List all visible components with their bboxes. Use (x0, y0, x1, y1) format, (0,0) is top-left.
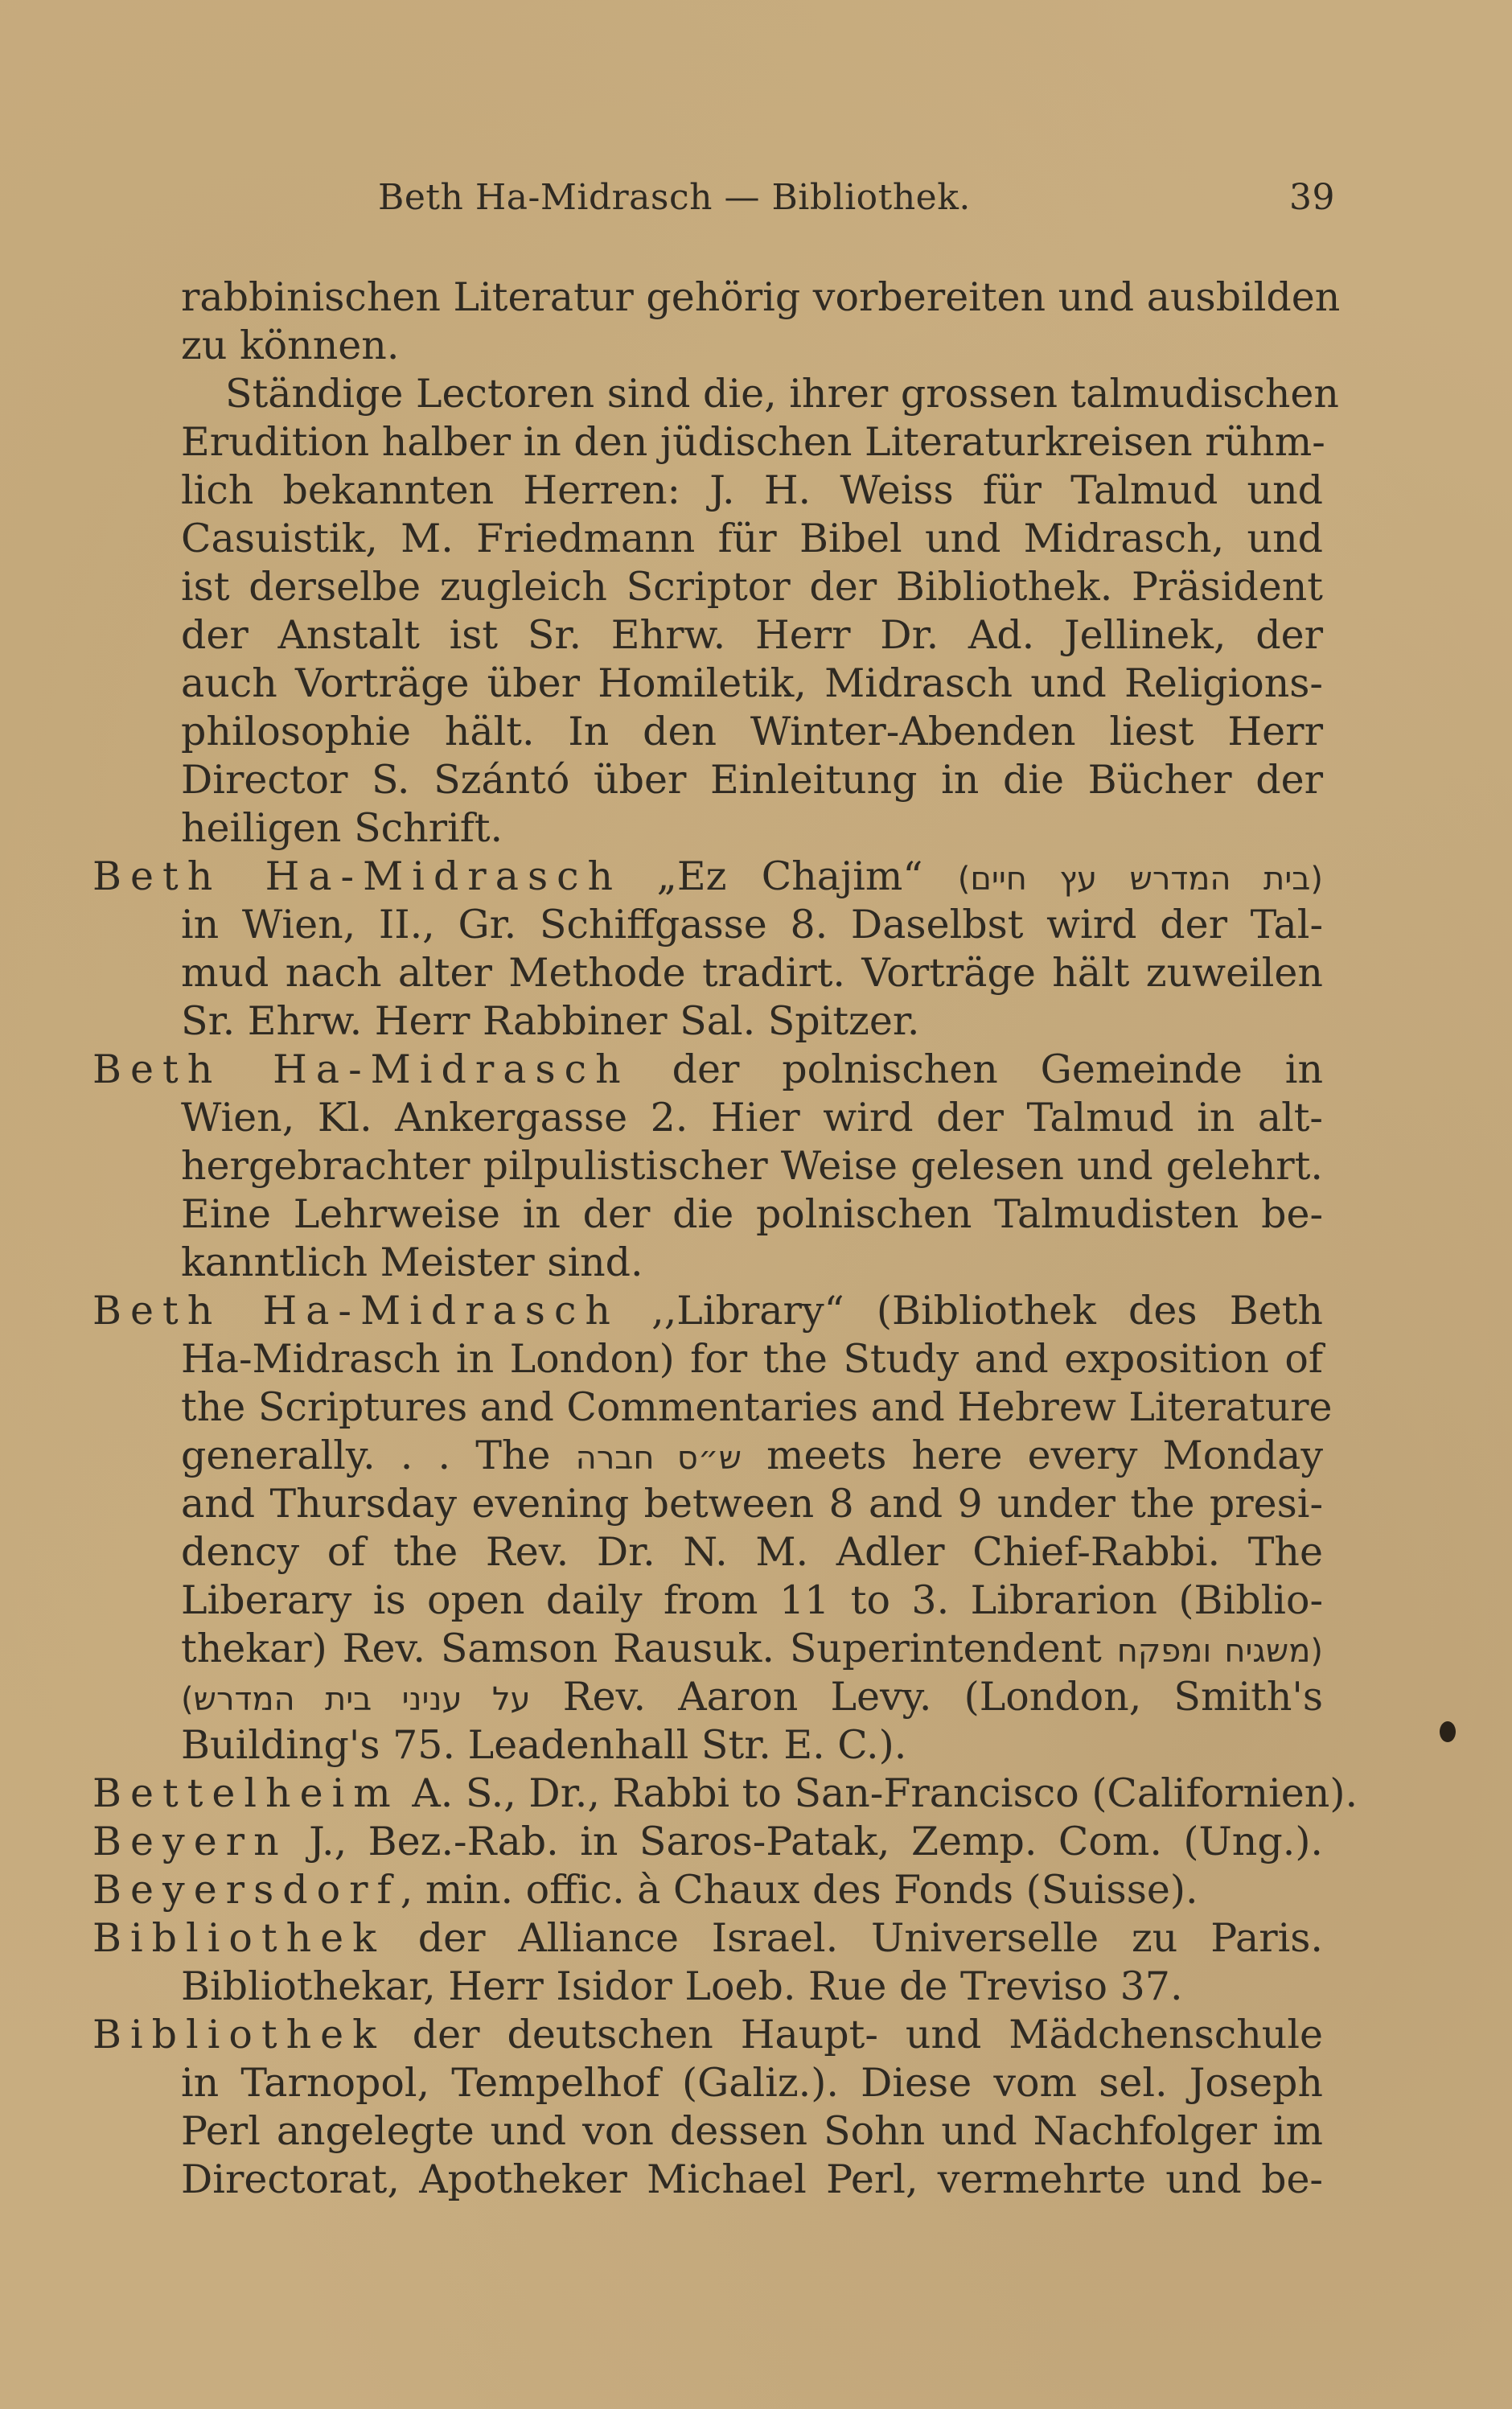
entry-line: Bibliothek der Alliance Israel. Universelle zu Paris. (92, 1915, 1324, 1961)
text-line: thekar) Rev. Samson Rausuk. Superintendent (משגיח ומפקח (181, 1626, 1324, 1671)
text-line: Building's 75. Leadenhall Str. E. C.). (181, 1722, 907, 1768)
text-line: in Wien, II., Gr. Schiffgasse 8. Daselbst wird der Tal- (181, 902, 1323, 948)
text-line: Bibliothekar, Herr Isidor Loeb. Rue de Treviso 37. (181, 1963, 1183, 2009)
text-line: Casuistik, M. Friedmann für Bibel und Midrasch, und (181, 516, 1323, 561)
text-line: Ständige Lectoren sind die, ihrer grossen talmudischen (225, 371, 1339, 417)
text-line: Ha-Midrasch in London) for the Study and exposition of (181, 1336, 1323, 1382)
entry-head: Beth Ha-Midrasch (92, 1046, 630, 1092)
text-line: kanntlich Meister sind. (181, 1239, 643, 1285)
entry-head: Beyersdorf (92, 1867, 401, 1913)
running-header (378, 177, 1335, 225)
text-line: ist derselbe zugleich Scriptor der Bibliothek. Präsident (181, 564, 1323, 610)
text-line: Perl angelegte und von dessen Sohn und Nachfolger im (181, 2108, 1323, 2154)
entry-head: Beth Ha-Midrasch (92, 853, 622, 899)
text-line: auch Vorträge über Homiletik, Midrasch und Religions- (181, 660, 1323, 706)
hebrew-text: ש״ס חברה (575, 1440, 742, 1477)
text-line: philosophie hält. In den Winter-Abenden liest Herr (181, 709, 1323, 754)
hebrew-text: (משגיח ומפקח (1116, 1633, 1324, 1670)
text-line: lich bekannten Herren: J. H. Weiss für Talmud und (181, 467, 1323, 513)
entry-line: Beyern J., Bez.-Rab. in Saros-Patak, Zemp. Com. (Ung.). (92, 1819, 1324, 1864)
text-line: Erudition halber in den jüdischen Literaturkreisen rühm- (181, 419, 1325, 465)
entry-head: Bibliothek (92, 2012, 385, 2058)
running-title: Beth Ha-Midrasch — Bibliothek. (378, 177, 971, 218)
text-line: Wien, Kl. Ankergasse 2. Hier wird der Talmud in alt- (181, 1095, 1323, 1141)
entry-line: Beth Ha-Midrasch „Ez Chajim“ (בית המדרש עץ חיים) (92, 853, 1323, 899)
entry-line: Beth Ha-Midrasch der polnischen Gemeinde in (92, 1046, 1324, 1092)
ink-blot (1440, 1721, 1456, 1742)
entry-line: Bettelheim A. S., Dr., Rabbi to San-Francisco (Californien). (92, 1770, 1358, 1816)
entry-head: Beyern (92, 1819, 288, 1864)
text-line: Sr. Ehrw. Herr Rabbiner Sal. Spitzer. (181, 998, 920, 1044)
text-line: heiligen Schrift. (181, 805, 503, 851)
entry-head: Bettelheim (92, 1770, 400, 1816)
text-line: in Tarnopol, Tempelhof (Galiz.). Diese vom sel. Joseph (181, 2060, 1323, 2106)
text-line: Eine Lehrweise in der die polnischen Talmudisten be- (181, 1191, 1323, 1237)
text-line: zu können. (181, 323, 400, 368)
hebrew-text: (בית המדרש עץ חיים) (957, 861, 1323, 898)
entry-line: Beth Ha-Midrasch ,,Library“ (Bibliothek des Beth (92, 1288, 1323, 1334)
entry-line: Beyersdorf, min. offic. à Chaux des Fonds (Suisse). (92, 1867, 1198, 1913)
text-line: Directorat, Apotheker Michael Perl, vermehrte und be- (181, 2156, 1323, 2202)
page-number: 39 (1289, 177, 1335, 218)
text-line: Director S. Szántó über Einleitung in die Bücher der (181, 757, 1323, 803)
text-line: hergebrachter pilpulistischer Weise gelesen und gelehrt. (181, 1143, 1323, 1189)
entry-head: Beth Ha-Midrasch (92, 1288, 619, 1334)
text-line: Liberary is open daily from 11 to 3. Librarion (Biblio- (181, 1577, 1323, 1623)
text-line: der Anstalt ist Sr. Ehrw. Herr Dr. Ad. Jellinek, der (181, 612, 1323, 658)
text-line: rabbinischen Literatur gehörig vorbereiten und ausbilden (181, 274, 1341, 320)
text-line: generally. . . The ש״ס חברה meets here every Monday (181, 1433, 1324, 1478)
entry-line: Bibliothek der deutschen Haupt- und Mädchenschule (92, 2012, 1323, 2058)
text-line: mud nach alter Methode tradirt. Vorträge hält zuweilen (181, 950, 1323, 996)
text-line: and Thursday evening between 8 and 9 under the presi- (181, 1481, 1323, 1527)
text-line: על עניני בית המדרש) Rev. Aaron Levy. (London, Smith's (181, 1674, 1324, 1720)
hebrew-text: על עניני בית המדרש) (181, 1681, 531, 1718)
entry-head: Bibliothek (92, 1915, 385, 1961)
text-line: the Scriptures and Commentaries and Hebrew Literature (181, 1384, 1333, 1430)
text-line: dency of the Rev. Dr. N. M. Adler Chief-Rabbi. The (181, 1529, 1323, 1575)
